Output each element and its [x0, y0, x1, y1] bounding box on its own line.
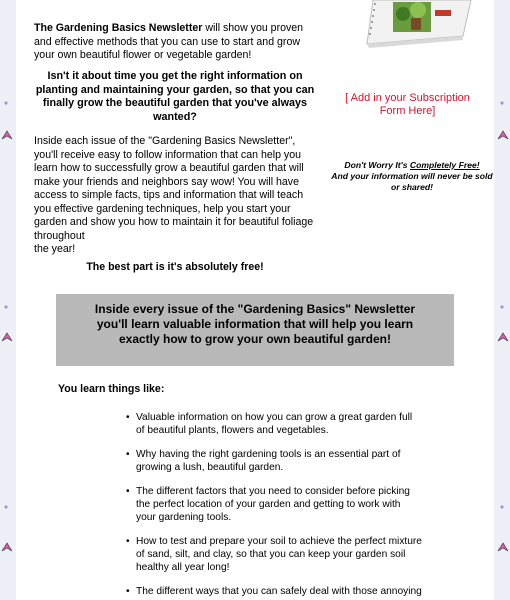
newsletter-page: [16, 0, 494, 600]
right-border-decoration: [496, 0, 510, 600]
list-item: [126, 485, 422, 524]
butterfly-decoration-icon: [496, 300, 510, 314]
butterfly-decoration-icon: [496, 500, 510, 514]
free-notice: [331, 160, 493, 193]
best-part-line: The best part is it's absolutely free!: [86, 261, 264, 273]
butterfly-decoration-icon: [496, 128, 510, 142]
question-heading: Isn't it about time you get the right information on planting and maintaining your garden, so that you can finally grow the beautiful garden that you've always wanted?: [35, 70, 315, 123]
butterfly-decoration-icon: [496, 540, 510, 554]
butterfly-decoration-icon: [0, 300, 14, 314]
learn-heading: You learn things like:: [58, 383, 165, 395]
butterfly-decoration-icon: [0, 500, 14, 514]
list-item: [126, 411, 422, 437]
free-notice-underlined: Completely Free!: [409, 160, 480, 170]
list-item-text: Valuable information on how you can grow a great garden full of beautiful plants, flowers and vegetables.: [136, 412, 413, 436]
free-notice-line2: And your information will never be sold or shared!: [331, 171, 493, 192]
intro-lead: The Gardening Basics Newsletter: [34, 22, 203, 34]
list-item-text: The different ways that you can safely deal with those annoying: [136, 586, 422, 597]
intro-rest: will show you proven and effective methods that you can use to start and grow your own beautiful flower or vegetable garden!: [34, 22, 304, 61]
list-item: [126, 535, 422, 574]
intro-paragraph: [34, 22, 310, 63]
list-item-text: How to test and prepare your soil to achieve the perfect mixture of sand, silt, and clay, so that you can keep your garden soil healthy all year long!: [136, 536, 422, 573]
list-item: [126, 448, 422, 474]
bullet-icon: •: [126, 486, 130, 497]
inside-tail: the year!: [34, 243, 76, 255]
inside-text: Inside each issue of the "Gardening Basics Newsletter", you'll receive easy to follow information that can help you learn how to successfully grow a beautiful garden that will make your friends and neighbors say wow! You will have access to simple facts, tips and information that will teach you effective gardening techniques, help you start your garden and show you how to maintain it for beautiful foliage throughout: [34, 135, 314, 242]
list-item-text: Why having the right gardening tools is an essential part of growing a lush, beautiful garden.: [136, 449, 401, 473]
free-notice-prefix: Don't Worry It's: [344, 160, 410, 170]
bullet-icon: •: [126, 449, 130, 460]
inside-paragraph: [34, 135, 314, 257]
signup-column: [321, 0, 494, 200]
butterfly-decoration-icon: [0, 128, 14, 142]
butterfly-decoration-icon: [0, 330, 14, 344]
butterfly-decoration-icon: [496, 96, 510, 110]
subscription-link-line2: Form Here]: [379, 105, 436, 117]
bullet-icon: •: [126, 536, 130, 547]
butterfly-decoration-icon: [0, 96, 14, 110]
subscription-form-placeholder[interactable]: [321, 92, 494, 118]
learn-list: [126, 411, 422, 600]
list-item-text: The different factors that you need to consider before picking the perfect location of your garden and getting to work with your gardening tools.: [136, 486, 410, 523]
bullet-icon: •: [126, 412, 130, 423]
subscription-link-line1: [ Add in your Subscription: [345, 92, 470, 104]
butterfly-decoration-icon: [0, 540, 14, 554]
info-banner: Inside every issue of the "Gardening Basics" Newsletter you'll learn valuable information that will help you learn exactly how to grow your own beautiful garden!: [56, 294, 454, 366]
butterfly-decoration-icon: [496, 330, 510, 344]
left-border-decoration: [0, 0, 14, 600]
bullet-icon: •: [126, 586, 130, 597]
list-item: [126, 585, 422, 598]
ebook-cover-icon: [363, 0, 475, 50]
